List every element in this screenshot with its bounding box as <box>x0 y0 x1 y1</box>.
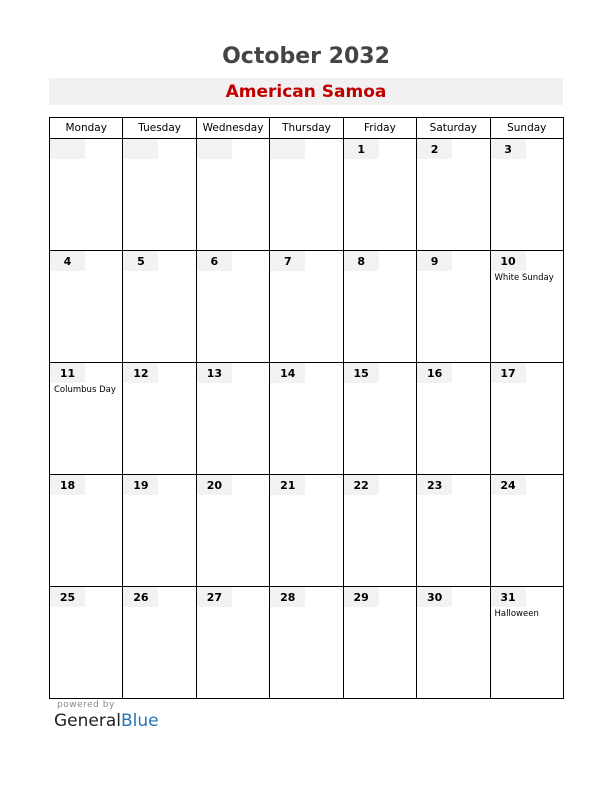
page-title: October 2032 <box>222 44 390 69</box>
day-number: 17 <box>491 363 526 383</box>
day-cell <box>270 587 343 699</box>
day-cell <box>50 139 123 251</box>
generalblue-logo[interactable] <box>54 711 159 731</box>
day-number: 2 <box>417 139 452 159</box>
day-cell <box>490 251 563 363</box>
country-banner <box>49 78 563 105</box>
day-cell <box>50 475 123 587</box>
calendar-grid <box>49 117 563 697</box>
day-cell <box>196 363 269 475</box>
day-number: 28 <box>270 587 305 607</box>
day-number: 4 <box>50 251 85 271</box>
day-cell <box>50 587 123 699</box>
day-number-blank <box>50 139 85 159</box>
day-number: 5 <box>123 251 158 271</box>
day-number: 15 <box>344 363 379 383</box>
week-row <box>50 475 564 587</box>
day-number: 21 <box>270 475 305 495</box>
holiday-label: Halloween <box>494 609 539 619</box>
holiday-label: Columbus Day <box>54 385 116 395</box>
weekday-header-monday: Monday <box>50 118 123 139</box>
day-number: 16 <box>417 363 452 383</box>
day-cell <box>490 587 563 699</box>
holiday-label: White Sunday <box>494 273 554 283</box>
day-cell <box>417 475 490 587</box>
weekday-header-sunday: Sunday <box>490 118 563 139</box>
weekday-header-thursday: Thursday <box>270 118 343 139</box>
calendar-body <box>50 139 564 699</box>
weekday-header-saturday: Saturday <box>417 118 490 139</box>
weekday-header-friday: Friday <box>343 118 416 139</box>
weekday-header-tuesday: Tuesday <box>123 118 196 139</box>
day-cell <box>196 139 269 251</box>
day-number: 26 <box>123 587 158 607</box>
day-number: 23 <box>417 475 452 495</box>
day-number-blank <box>197 139 232 159</box>
day-number: 29 <box>344 587 379 607</box>
day-cell <box>270 475 343 587</box>
day-cell <box>196 587 269 699</box>
day-cell <box>417 587 490 699</box>
day-number: 7 <box>270 251 305 271</box>
day-cell <box>123 475 196 587</box>
day-cell <box>123 587 196 699</box>
weekday-header-wednesday: Wednesday <box>196 118 269 139</box>
day-number: 25 <box>50 587 85 607</box>
brand-general-text: General <box>54 711 121 731</box>
day-cell <box>123 251 196 363</box>
week-row <box>50 587 564 699</box>
day-cell <box>343 139 416 251</box>
brand-blue-text: Blue <box>121 711 159 731</box>
day-cell <box>417 363 490 475</box>
powered-by-label: powered by <box>57 700 115 710</box>
day-cell <box>196 475 269 587</box>
day-number: 24 <box>491 475 526 495</box>
day-cell <box>343 363 416 475</box>
day-cell <box>270 139 343 251</box>
day-number: 14 <box>270 363 305 383</box>
day-cell <box>490 475 563 587</box>
day-cell <box>270 363 343 475</box>
day-cell <box>50 251 123 363</box>
day-number: 8 <box>344 251 379 271</box>
day-number: 11 <box>50 363 85 383</box>
day-number: 6 <box>197 251 232 271</box>
day-number: 19 <box>123 475 158 495</box>
day-number-blank <box>270 139 305 159</box>
day-number: 31 <box>491 587 526 607</box>
week-row <box>50 139 564 251</box>
day-cell <box>123 139 196 251</box>
day-cell <box>490 363 563 475</box>
day-number: 9 <box>417 251 452 271</box>
day-cell <box>123 363 196 475</box>
day-number: 3 <box>491 139 526 159</box>
country-name: American Samoa <box>225 82 387 102</box>
day-cell <box>196 251 269 363</box>
day-cell <box>50 363 123 475</box>
day-cell <box>417 139 490 251</box>
day-number: 13 <box>197 363 232 383</box>
day-number: 30 <box>417 587 452 607</box>
day-cell <box>270 251 343 363</box>
day-cell <box>343 475 416 587</box>
day-number: 12 <box>123 363 158 383</box>
day-cell <box>490 139 563 251</box>
day-number: 18 <box>50 475 85 495</box>
day-cell <box>417 251 490 363</box>
week-row <box>50 251 564 363</box>
day-number: 10 <box>491 251 526 271</box>
day-number: 20 <box>197 475 232 495</box>
day-number: 27 <box>197 587 232 607</box>
day-number: 22 <box>344 475 379 495</box>
week-row <box>50 363 564 475</box>
day-cell <box>343 251 416 363</box>
day-number-blank <box>123 139 158 159</box>
day-cell <box>343 587 416 699</box>
weekday-header-row <box>50 118 564 139</box>
day-number: 1 <box>344 139 379 159</box>
